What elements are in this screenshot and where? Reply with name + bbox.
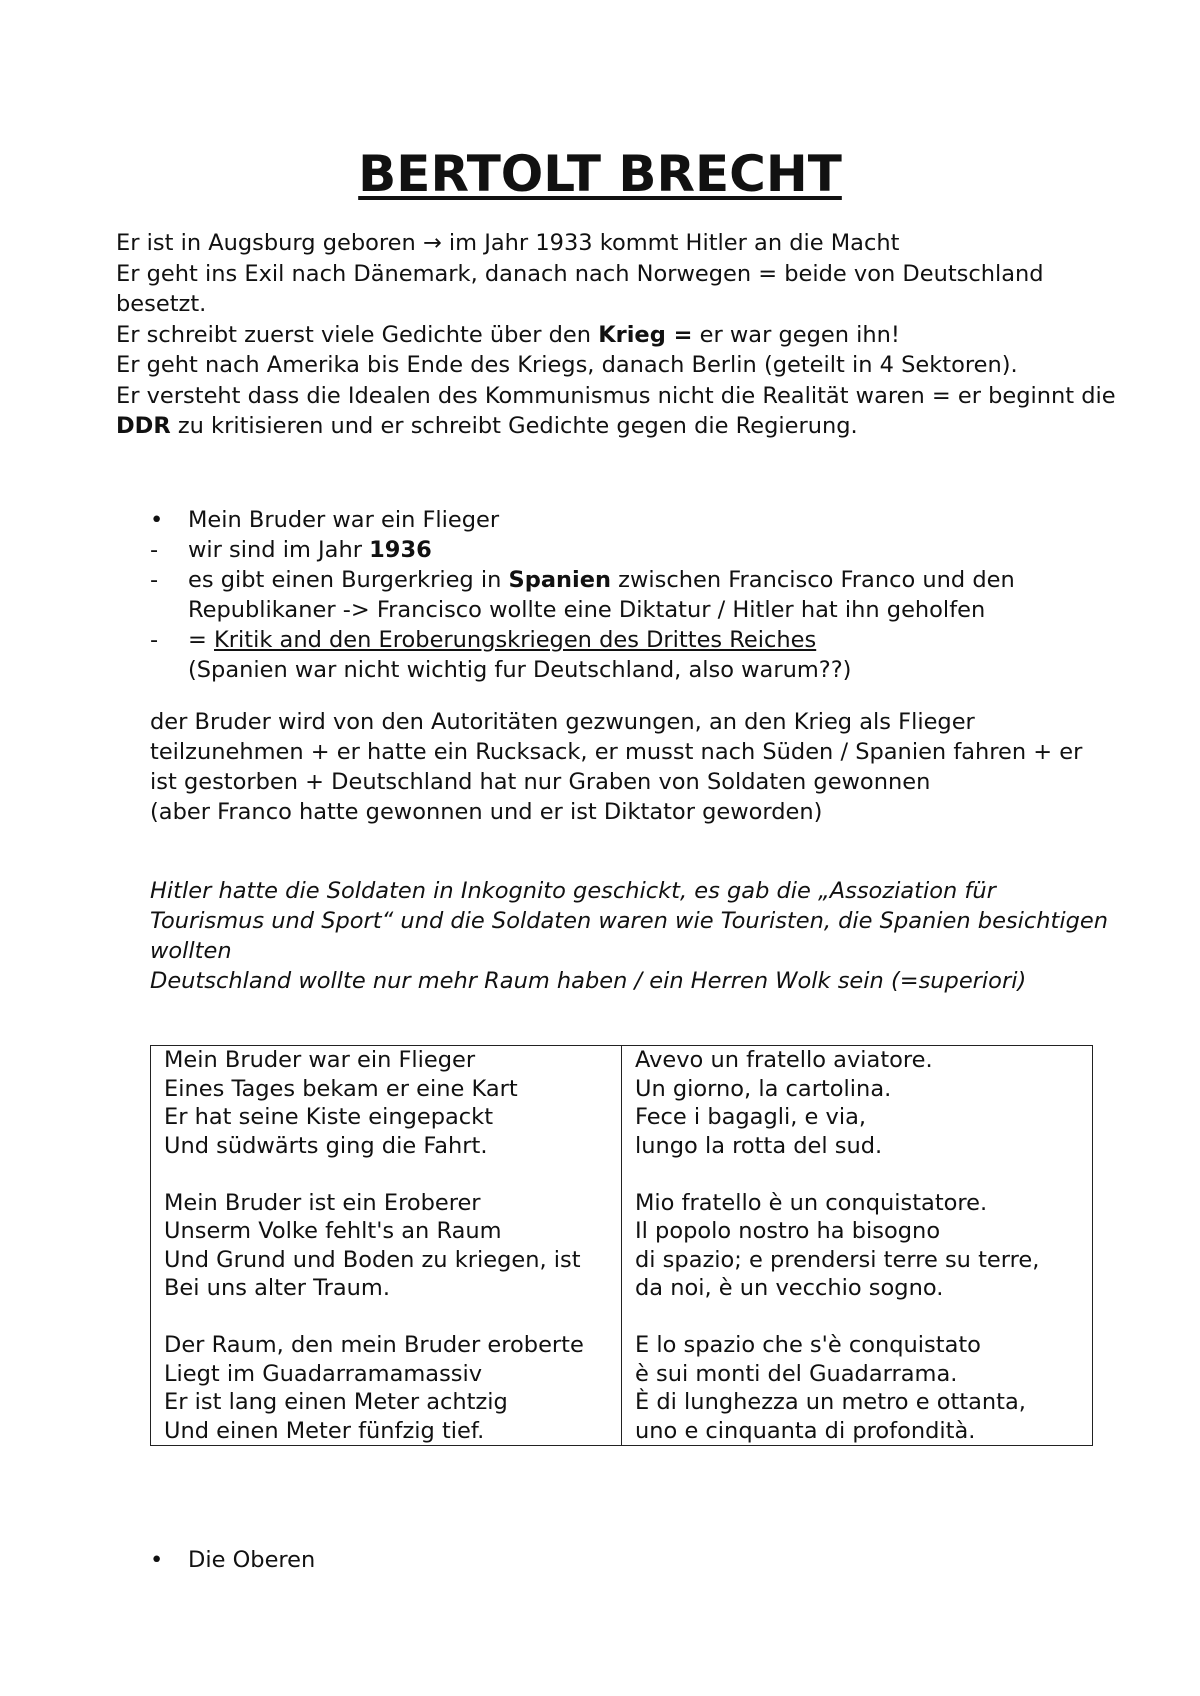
poem-german-column: [151, 1046, 622, 1446]
paragraph-text: Deutschland wollte nur mehr Raum haben / ein Herren Wolk sein (=superiori): [150, 968, 1027, 994]
list-item-text: Mein Bruder war ein Flieger: [188, 507, 500, 533]
poem-line: Mio fratello è un conquistatore.: [635, 1189, 988, 1216]
intro-text: Er ist in Augsburg geboren: [116, 230, 423, 256]
stanza: [635, 1331, 1080, 1445]
underlined-text: Kritik and den Eroberungskriegen des Drittes Reiches: [214, 627, 817, 653]
poem-line: Avevo un fratello aviatore.: [635, 1047, 933, 1073]
dash-icon: -: [150, 567, 159, 593]
poem-line: Eines Tages bekam er eine Kart: [164, 1075, 518, 1102]
poem-italian-column: [622, 1046, 1093, 1446]
paragraph-hitler: [150, 876, 1110, 996]
list-item-text: Die Oberen: [188, 1547, 316, 1573]
arrow-icon: →: [422, 230, 442, 256]
bullet-list: [150, 505, 1110, 685]
paragraph-brother: [150, 707, 1110, 827]
intro-text: im Jahr 1933 kommt Hitler an die Macht: [441, 230, 900, 256]
intro-line: [116, 228, 1116, 259]
poem-line: Mein Bruder war ein Flieger: [164, 1047, 476, 1073]
list-item-text: zwischen Francisco Franco und den Republikaner -> Francisco wollte eine Diktatur / Hitler hat ihn geholfen: [188, 567, 1015, 623]
paragraph-text: Hitler hatte die Soldaten in Inkognito geschickt, es gab die „Assoziation für Tourismus und Sport“ und die Soldaten waren wie Touristen, die Spanien besichtigen wollten: [150, 878, 1108, 964]
intro-section: [116, 228, 1116, 442]
intro-text: Er schreibt zuerst viele Gedichte über den: [116, 321, 599, 348]
poem-line: Liegt im Guadarramamassiv: [164, 1360, 483, 1387]
list-item: [150, 625, 1110, 685]
intro-text: Er versteht dass die Idealen des Kommunismus nicht die Realität waren = er beginnt die: [116, 382, 1116, 409]
list-item: [150, 565, 1110, 625]
stanza: [164, 1331, 609, 1445]
page-title: [0, 146, 1200, 202]
poem-line: Und Grund und Boden zu kriegen, ist: [164, 1246, 581, 1273]
intro-line: Er geht ins Exil nach Dänemark, danach nach Norwegen = beide von Deutschland besetzt.: [116, 260, 1044, 317]
intro-line: Er geht nach Amerika bis Ende des Kriegs, danach Berlin (geteilt in 4 Sektoren).: [116, 352, 1018, 378]
bullet-icon: •: [150, 1547, 164, 1573]
dash-icon: -: [150, 537, 159, 563]
bullet-icon: •: [150, 507, 164, 533]
list-item: [150, 535, 1110, 565]
poem-line: Und einen Meter fünfzig tief.: [164, 1417, 485, 1444]
bold-text: Krieg =: [598, 321, 693, 348]
paragraph-text: (aber Franco hatte gewonnen und er ist Diktator geworden): [150, 799, 823, 825]
poem-line: Und südwärts ging die Fahrt.: [164, 1132, 488, 1159]
list-item-text: (Spanien war nicht wichtig fur Deutschland, also warum??): [188, 657, 852, 683]
poem-line: Der Raum, den mein Bruder eroberte: [164, 1332, 584, 1358]
intro-line: [116, 381, 1116, 442]
poem-line: È di lunghezza un metro e ottanta,: [635, 1389, 1026, 1415]
table-row: [151, 1046, 1093, 1446]
poem-line: da noi, è un vecchio sogno.: [635, 1275, 944, 1301]
poem-line: Un giorno, la cartolina.: [635, 1075, 892, 1102]
poem-line: è sui monti del Guadarrama.: [635, 1360, 958, 1387]
list-item: [150, 505, 1110, 535]
paragraph-text: der Bruder wird von den Autoritäten gezwungen, an den Krieg als Flieger teilzunehmen + er hatte ein Rucksack, er musst nach Süden / Spanien fahren + er ist gestorben + Deutschland hat nur Graben von Soldaten gewonnen: [150, 709, 1083, 795]
poem-line: di spazio; e prendersi terre su terre,: [635, 1246, 1040, 1273]
poem-line: Bei uns alter Traum.: [164, 1275, 390, 1301]
poem-line: Er ist lang einen Meter achtzig: [164, 1389, 508, 1415]
bold-text: DDR: [116, 413, 171, 439]
title-text: BERTOLT BRECHT: [358, 145, 842, 203]
poem-line: Il popolo nostro ha bisogno: [635, 1218, 941, 1244]
list-item-text: es gibt einen Burgerkrieg in: [188, 567, 509, 593]
intro-text: er war gegen ihn!: [692, 321, 900, 348]
poem-line: Unserm Volke fehlt's an Raum: [164, 1218, 502, 1244]
bold-text: Spanien: [508, 567, 612, 593]
stanza: [635, 1189, 1080, 1303]
dash-icon: -: [150, 627, 159, 653]
poem-line: E lo spazio che s'è conquistato: [635, 1332, 981, 1358]
stanza: [164, 1046, 609, 1160]
stanza: [635, 1046, 1080, 1160]
poem-line: Fece i bagagli, e via,: [635, 1104, 867, 1130]
poem-line: uno e cinquanta di profondità.: [635, 1417, 976, 1444]
list-item: [150, 1545, 1088, 1575]
poem-table: [150, 1045, 1093, 1446]
list-item-text: =: [188, 627, 215, 653]
stanza: [164, 1189, 609, 1303]
intro-line: [116, 320, 1116, 351]
poem-line: Er hat seine Kiste eingepackt: [164, 1104, 494, 1130]
bold-text: 1936: [369, 537, 432, 563]
poem-line: Mein Bruder ist ein Eroberer: [164, 1189, 481, 1216]
intro-text: zu kritisieren und er schreibt Gedichte gegen die Regierung.: [170, 413, 858, 439]
list-item-text: wir sind im Jahr: [188, 537, 370, 563]
poem-line: lungo la rotta del sud.: [635, 1132, 883, 1159]
